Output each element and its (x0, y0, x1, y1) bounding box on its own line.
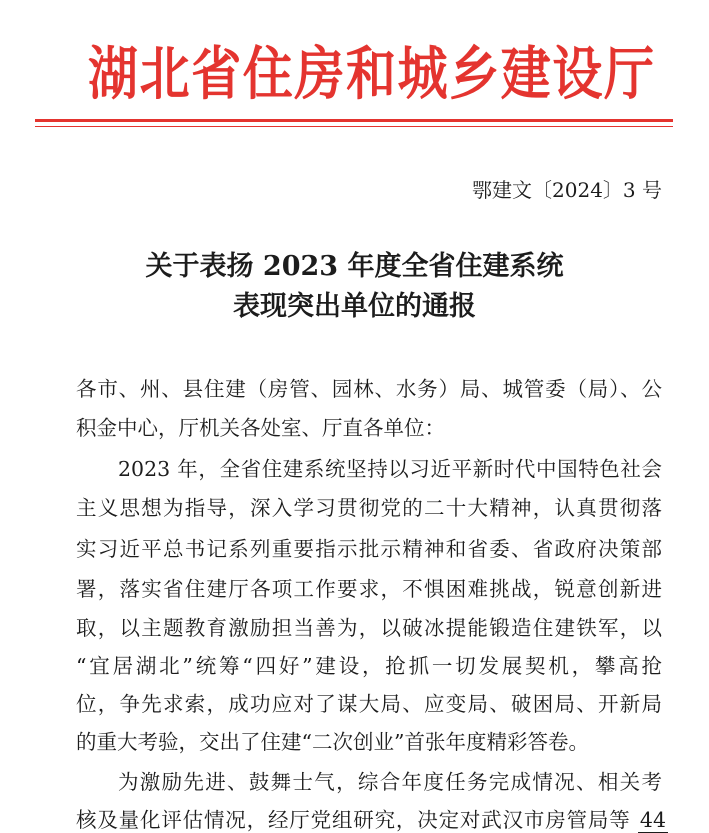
body-line: 的重大考验，交出了住建“二次创业”首张年度精彩答卷。 (76, 730, 589, 754)
body-line-text: 核及量化评估情况，经厅党组研究，决定对武汉市房管局等 (76, 808, 631, 832)
salutation-line: 积金中心，厅机关各处室、厅直各单位： (76, 416, 445, 440)
letterhead-rule-thin (35, 126, 673, 127)
body-line: 主义思想为指导，深入学习贯彻党的二十大精神，认真贯彻落 (76, 496, 662, 520)
body-line: 位，争先求索，成功应对了谋大局、应变局、破困局、开新局 (76, 692, 662, 716)
letterhead-org-name: 湖北省住房和城乡建设厅 (88, 39, 654, 108)
body-line: 2023 年，全省住建系统坚持以习近平新时代中国特色社会 (118, 457, 662, 481)
body-line: 为激励先进、鼓舞士气，综合年度任务完成情况、相关考 (118, 770, 662, 794)
body-line: “宜居湖北”统筹“四好”建设，抢抓一切发展契机，攀高抢 (76, 654, 662, 678)
letterhead-rule-thick (35, 119, 673, 122)
body-line: 取，以主题教育激励担当善为，以破冰提能锻造住建铁军，以 (76, 616, 662, 640)
document-title-line-1: 关于表扬 2023 年度全省住建系统 (145, 251, 564, 282)
document-number: 鄂建文〔2024〕3 号 (472, 178, 662, 202)
body-line: 实习近平总书记系列重要指示批示精神和省委、省政府决策部 (76, 537, 662, 561)
body-line (76, 808, 668, 832)
document-title-line-2: 表现突出单位的通报 (233, 291, 476, 322)
salutation-line: 各市、州、县住建（房管、园林、水务）局、城管委（局）、公 (76, 377, 662, 401)
unit-count: 44 (639, 808, 666, 832)
body-line: 署，落实省住建厅各项工作要求，不惧困难挑战，锐意创新进 (76, 577, 662, 601)
